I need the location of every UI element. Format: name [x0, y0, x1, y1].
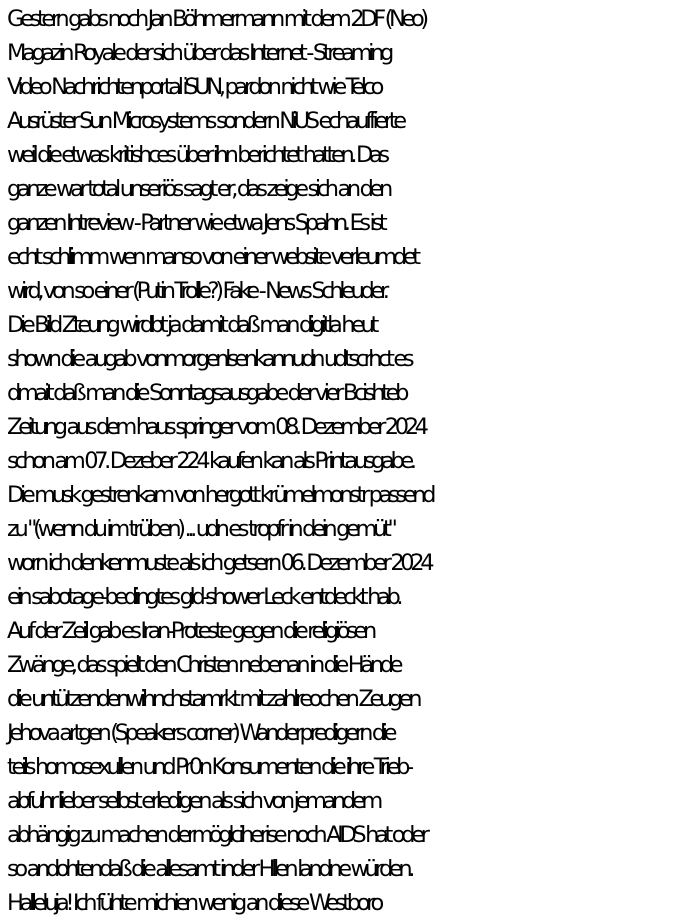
text-line-27: Halleluja! Ich fühte michien wenig an diese Westboro	[7, 890, 380, 916]
text-line-9: wird, von so einer (Putin Trolle?) Fake - News Schleuder.	[7, 278, 386, 304]
text-line-1: Gestern gabs noch Jan Böhmermann mit dem 2DF (Neo)	[7, 6, 425, 32]
text-line-23: teils homosexullen und Pr0n Konsumenten die ihre Trieb-	[7, 754, 410, 780]
text-line-12: dmait daß man die Sonntagsausgabe der vier Bcishteb	[7, 380, 406, 406]
text-line-21: die untützendenwihnchstamrkt mit zahlreochen Zeugen	[7, 686, 419, 712]
text-line-2: Magazin Royale der sich über das Internet - Streaming	[7, 40, 390, 66]
text-line-17: worn ich denkenmuste als ich getsern 06. Dezember 2024	[7, 550, 431, 576]
text-line-7: ganzen Intreview - Partner wie etwa Jens Spahn. Es ist	[7, 210, 384, 236]
text-line-16: zu "(wenn du im trüben) ... udn es tropfr in dein gemüt"	[7, 516, 394, 542]
text-line-20: Zwänge, das spielt den Christen nebenan in die Hände	[7, 652, 400, 678]
text-line-18: ein sabotage-bedingtes gld-shower Leck entdeckt hab.	[7, 584, 400, 610]
text-line-4: Ausrüster Sun Microsystems sondern NiUS echauffierte	[7, 108, 403, 134]
text-line-22: Jehova artgen (Speakers corner) Wanderpredigern die	[7, 720, 394, 746]
text-line-15: Die musk gestrenkam von hergott krümelmonstr passend	[7, 482, 433, 508]
text-line-6: ganze war total unseriös sagt er, das zeige sich an den	[7, 176, 389, 202]
text-line-26: so andohtendaß die allesamt inder Hllen landne würden.	[7, 856, 412, 882]
text-line-13: Zeitung aus dem haus springer vom 08. Dezember 2024	[7, 414, 425, 440]
text-line-5: weil die etwas kritishces über ihn berichtet hatten. Das	[7, 142, 386, 168]
text-line-10: Die Bild Zteung wirdbt ja damit daß man digitla heut	[7, 312, 376, 338]
text-line-8: echt schlimm wen manso von einer website verleumdet	[7, 244, 417, 270]
text-line-19: Auf der Zeil gab es Iran-Proteste gegen die religiösen	[7, 618, 373, 644]
text-line-24: abfuhr lieber selbst erledigen als sich von jemandem	[7, 788, 379, 814]
text-line-3: Video Nachrichtenportal iSUN, pardon nicht wie Telco	[7, 74, 381, 100]
text-line-11: shown die augab vonmorgenlsenkannudn udtscrhct es	[7, 346, 411, 372]
body-text	[7, 2, 684, 920]
text-line-25: abhängig zu machen dermöglciherise noch AIDS hat oder	[7, 822, 426, 848]
text-line-14: schon am 07. Dezeber 224 kaufen kan als Printausgabe.	[7, 448, 413, 474]
